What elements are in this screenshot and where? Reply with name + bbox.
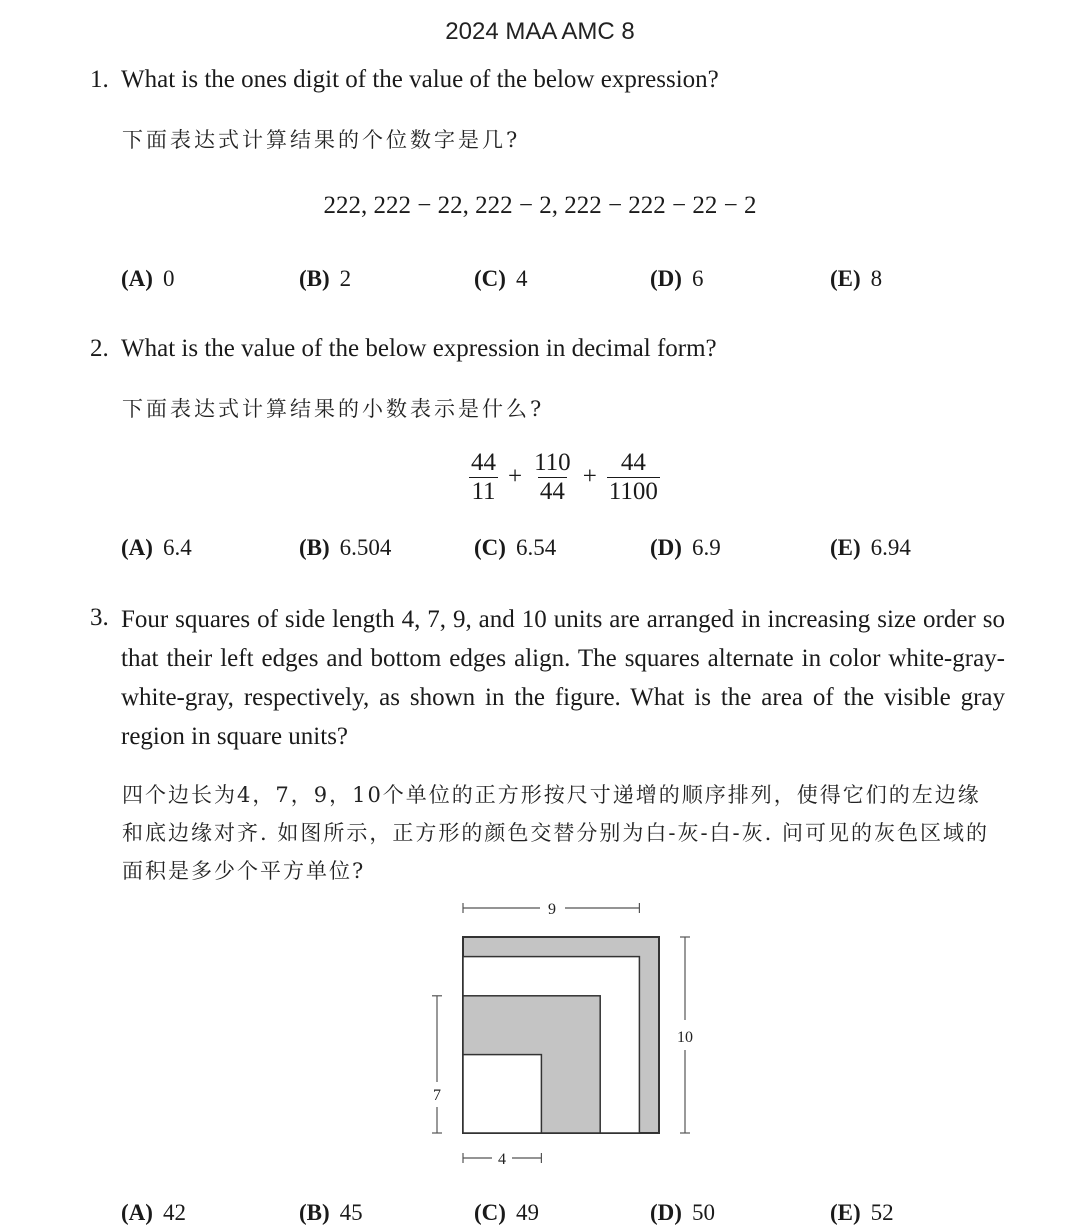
fraction: [607, 449, 660, 506]
squares-figure: [420, 895, 710, 1180]
choice-letter: (B): [299, 535, 330, 560]
choice-d[interactable]: [650, 535, 721, 561]
question-text: What is the ones digit of the value of the below expression?: [121, 66, 719, 93]
choice-a[interactable]: [121, 1200, 186, 1226]
choice-letter: (C): [474, 535, 506, 560]
choice-b[interactable]: [299, 535, 391, 561]
choice-value: 4: [515, 266, 528, 291]
question-2-chinese: 下面表达式计算结果的小数表示是什么?: [122, 397, 545, 421]
choice-value: 42: [162, 1200, 186, 1225]
fraction: [532, 449, 573, 506]
choice-e[interactable]: [830, 1200, 894, 1226]
label-bottom: 4: [498, 1151, 506, 1168]
choice-letter: (C): [474, 266, 506, 291]
numerator: 110: [534, 448, 571, 476]
page-title: 2024 MAA AMC 8: [445, 18, 635, 45]
choice-value: 6.4: [162, 535, 192, 560]
question-2-expression: [465, 445, 664, 509]
question-number: 2.: [90, 335, 109, 362]
choice-letter: (D): [650, 535, 682, 560]
choice-letter: (C): [474, 1200, 506, 1225]
choice-d[interactable]: [650, 1200, 715, 1226]
label-right: 10: [677, 1029, 693, 1046]
choice-letter: (B): [299, 1200, 330, 1225]
choice-letter: (A): [121, 1200, 153, 1225]
plus-operator: +: [508, 463, 523, 490]
choice-b[interactable]: [299, 266, 351, 292]
question-text: What is the value of the below expression in decimal form?: [121, 335, 717, 362]
choice-letter: (A): [121, 266, 153, 291]
choice-value: 6: [691, 266, 704, 291]
choice-value: 45: [339, 1200, 363, 1225]
question-2: [90, 335, 717, 363]
choice-a[interactable]: [121, 535, 192, 561]
question-1-choices: [121, 266, 1021, 296]
choice-e[interactable]: [830, 535, 911, 561]
choice-d[interactable]: [650, 266, 703, 292]
choice-letter: (D): [650, 266, 682, 291]
choice-value: 50: [691, 1200, 715, 1225]
denominator: 11: [471, 477, 496, 505]
choice-c[interactable]: [474, 266, 527, 292]
question-3-text: Four squares of side length 4, 7, 9, and 10 units are arranged in increasing size order so that their left edges and bottom edges align. The squares alternate in color white-gray-white-gray, respectively, as shown in the figure. What is the area of the visible gray region in square units?: [121, 606, 1005, 750]
choice-value: 2: [339, 266, 352, 291]
numerator: 44: [471, 448, 496, 476]
choice-value: 52: [870, 1200, 894, 1225]
question-3-chinese: 四个边长为4，7，9，10个单位的正方形按尺寸递增的顺序排列，使得它们的左边缘和底边缘对齐. 如图所示，正方形的颜色交替分别为白-灰-白-灰. 问可见的灰色区域的面积是多少个平方单位?: [122, 783, 989, 883]
label-top: 9: [548, 901, 556, 918]
plus-operator: +: [582, 463, 597, 490]
choice-letter: (A): [121, 535, 153, 560]
choice-value: 0: [162, 266, 175, 291]
square-4-white: [463, 1055, 541, 1133]
question-2-choices: [121, 535, 1021, 565]
choice-c[interactable]: [474, 1200, 539, 1226]
fraction: [469, 449, 498, 506]
choice-letter: (E): [830, 266, 861, 291]
question-1-expression: 222, 222 − 22, 222 − 2, 222 − 222 − 22 − 2: [323, 192, 757, 219]
question-1: [90, 66, 719, 94]
question-3-choices: [121, 1200, 1021, 1230]
choice-value: 6.94: [870, 535, 911, 560]
denominator: 1100: [608, 477, 658, 505]
choice-c[interactable]: [474, 535, 556, 561]
numerator: 44: [620, 448, 646, 476]
choice-value: 8: [870, 266, 883, 291]
choice-e[interactable]: [830, 266, 882, 292]
question-number: 1.: [90, 66, 109, 93]
choice-letter: (D): [650, 1200, 682, 1225]
choice-value: 49: [515, 1200, 539, 1225]
choice-b[interactable]: [299, 1200, 363, 1226]
denominator: 44: [539, 477, 565, 505]
choice-letter: (E): [830, 535, 861, 560]
question-1-chinese: 下面表达式计算结果的个位数字是几?: [122, 128, 521, 152]
choice-letter: (B): [299, 266, 330, 291]
question-3-number-line: [90, 604, 121, 632]
choice-a[interactable]: [121, 266, 174, 292]
choice-value: 6.9: [691, 535, 721, 560]
label-left: 7: [433, 1087, 441, 1104]
choice-value: 6.504: [339, 535, 392, 560]
question-number: 3.: [90, 604, 109, 631]
choice-letter: (E): [830, 1200, 861, 1225]
dimension-left: [432, 996, 442, 1133]
choice-value: 6.54: [515, 535, 557, 560]
